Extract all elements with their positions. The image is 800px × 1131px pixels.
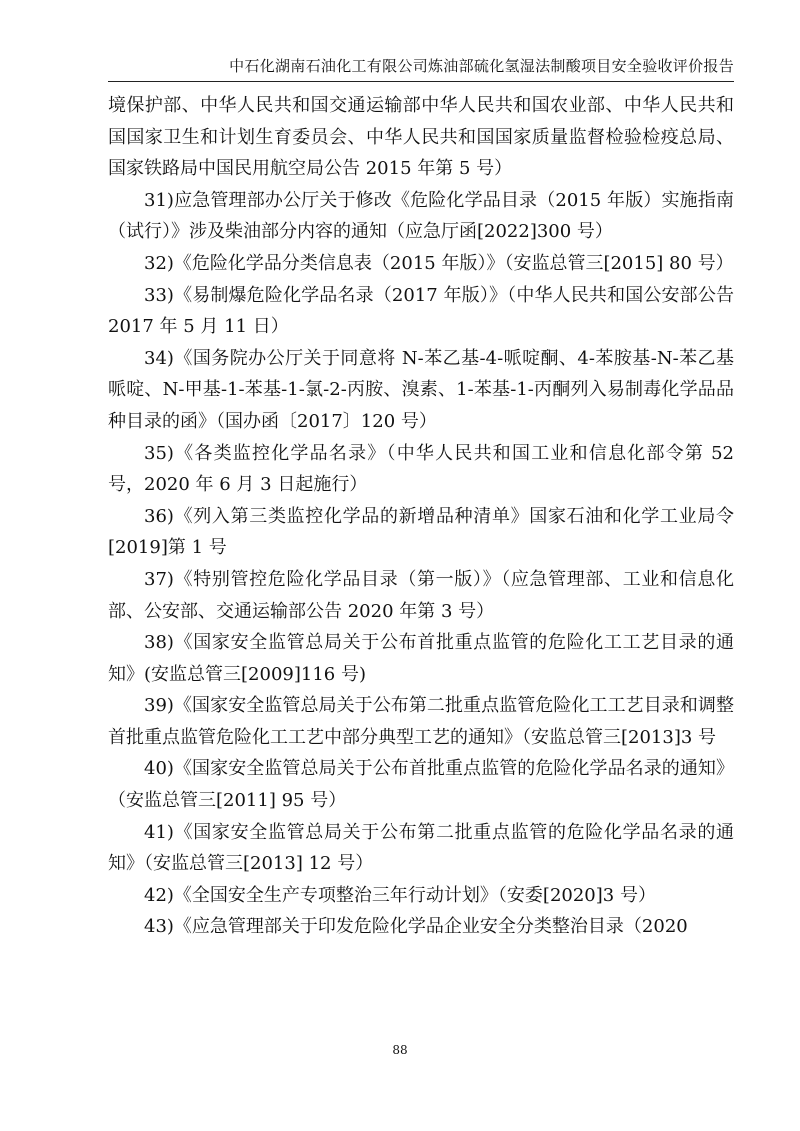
- paragraph-item-35: 35)《各类监控化学品名录》（中华人民共和国工业和信息化部令第 52 号，2020 年 6 月 3 日起施行）: [108, 442, 734, 496]
- paragraph-item-33: 33)《易制爆危险化学品名录（2017 年版）》（中华人民共和国公安部公告 2017 年 5 月 11 日）: [108, 284, 734, 338]
- paragraph-item-43: 43)《应急管理部关于印发危险化学品企业安全分类整治目录（2020: [144, 916, 688, 938]
- page-header: [108, 44, 734, 82]
- paragraph-continued: 境保护部、中华人民共和国交通运输部中华人民共和国农业部、中华人民共和国国家卫生和计划生育委员会、中华人民共和国国家质量监督检验检疫总局、国家铁路局中国民用航空局公告 2015 年第 5 号）: [108, 95, 734, 180]
- document-body: [108, 90, 734, 943]
- paragraph-item-38: 38)《国家安全监管总局关于公布首批重点监管的危险化工工艺目录的通知》(安监总管三[2009]116 号): [108, 632, 734, 685]
- paragraph-item-41: 41)《国家安全监管总局关于公布第二批重点监管的危险化学品名录的通知》（安监总管三[2013] 12 号）: [108, 821, 734, 875]
- paragraph-item-42: 42)《全国安全生产专项整治三年行动计划》（安委[2020]3 号）: [144, 884, 656, 906]
- header-title: 中石化湖南石油化工有限公司炼油部硫化氢湿法制酸项目安全验收评价报告: [229, 57, 734, 75]
- paragraph-item-31: 31)应急管理部办公厅关于修改《危险化学品目录（2015 年版）实施指南（试行）》涉及柴油部分内容的通知（应急厅函[2022]300 号）: [108, 189, 734, 243]
- paragraph-item-34: 34)《国务院办公厅关于同意将 N-苯乙基-4-哌啶酮、4-苯胺基-N-苯乙基哌啶、N-甲基-1-苯基-1-氯-2-丙胺、溴素、1-苯基-1-丙酮列入易制毒化学品品种目录的函》（国办函〔2017〕120 号）: [108, 347, 734, 432]
- page-number: 88: [392, 1043, 408, 1057]
- paragraph-item-32: 32)《危险化学品分类信息表（2015 年版）》（安监总管三[2015] 80 号）: [144, 252, 734, 274]
- paragraph-item-36: 36)《列入第三类监控化学品的新增品种清单》国家石油和化学工业局令[2019]第 1 号: [108, 505, 734, 559]
- paragraph-item-40: 40)《国家安全监管总局关于公布首批重点监管的危险化学品名录的通知》（安监总管三[2011] 95 号）: [108, 758, 734, 812]
- paragraph-item-39: 39)《国家安全监管总局关于公布第二批重点监管危险化工工艺目录和调整首批重点监管危险化工工艺中部分典型工艺的通知》（安监总管三[2013]3 号: [108, 695, 734, 748]
- paragraph-item-37: 37)《特别管控危险化学品目录（第一版）》（应急管理部、工业和信息化部、公安部、交通运输部公告 2020 年第 3 号）: [108, 568, 734, 622]
